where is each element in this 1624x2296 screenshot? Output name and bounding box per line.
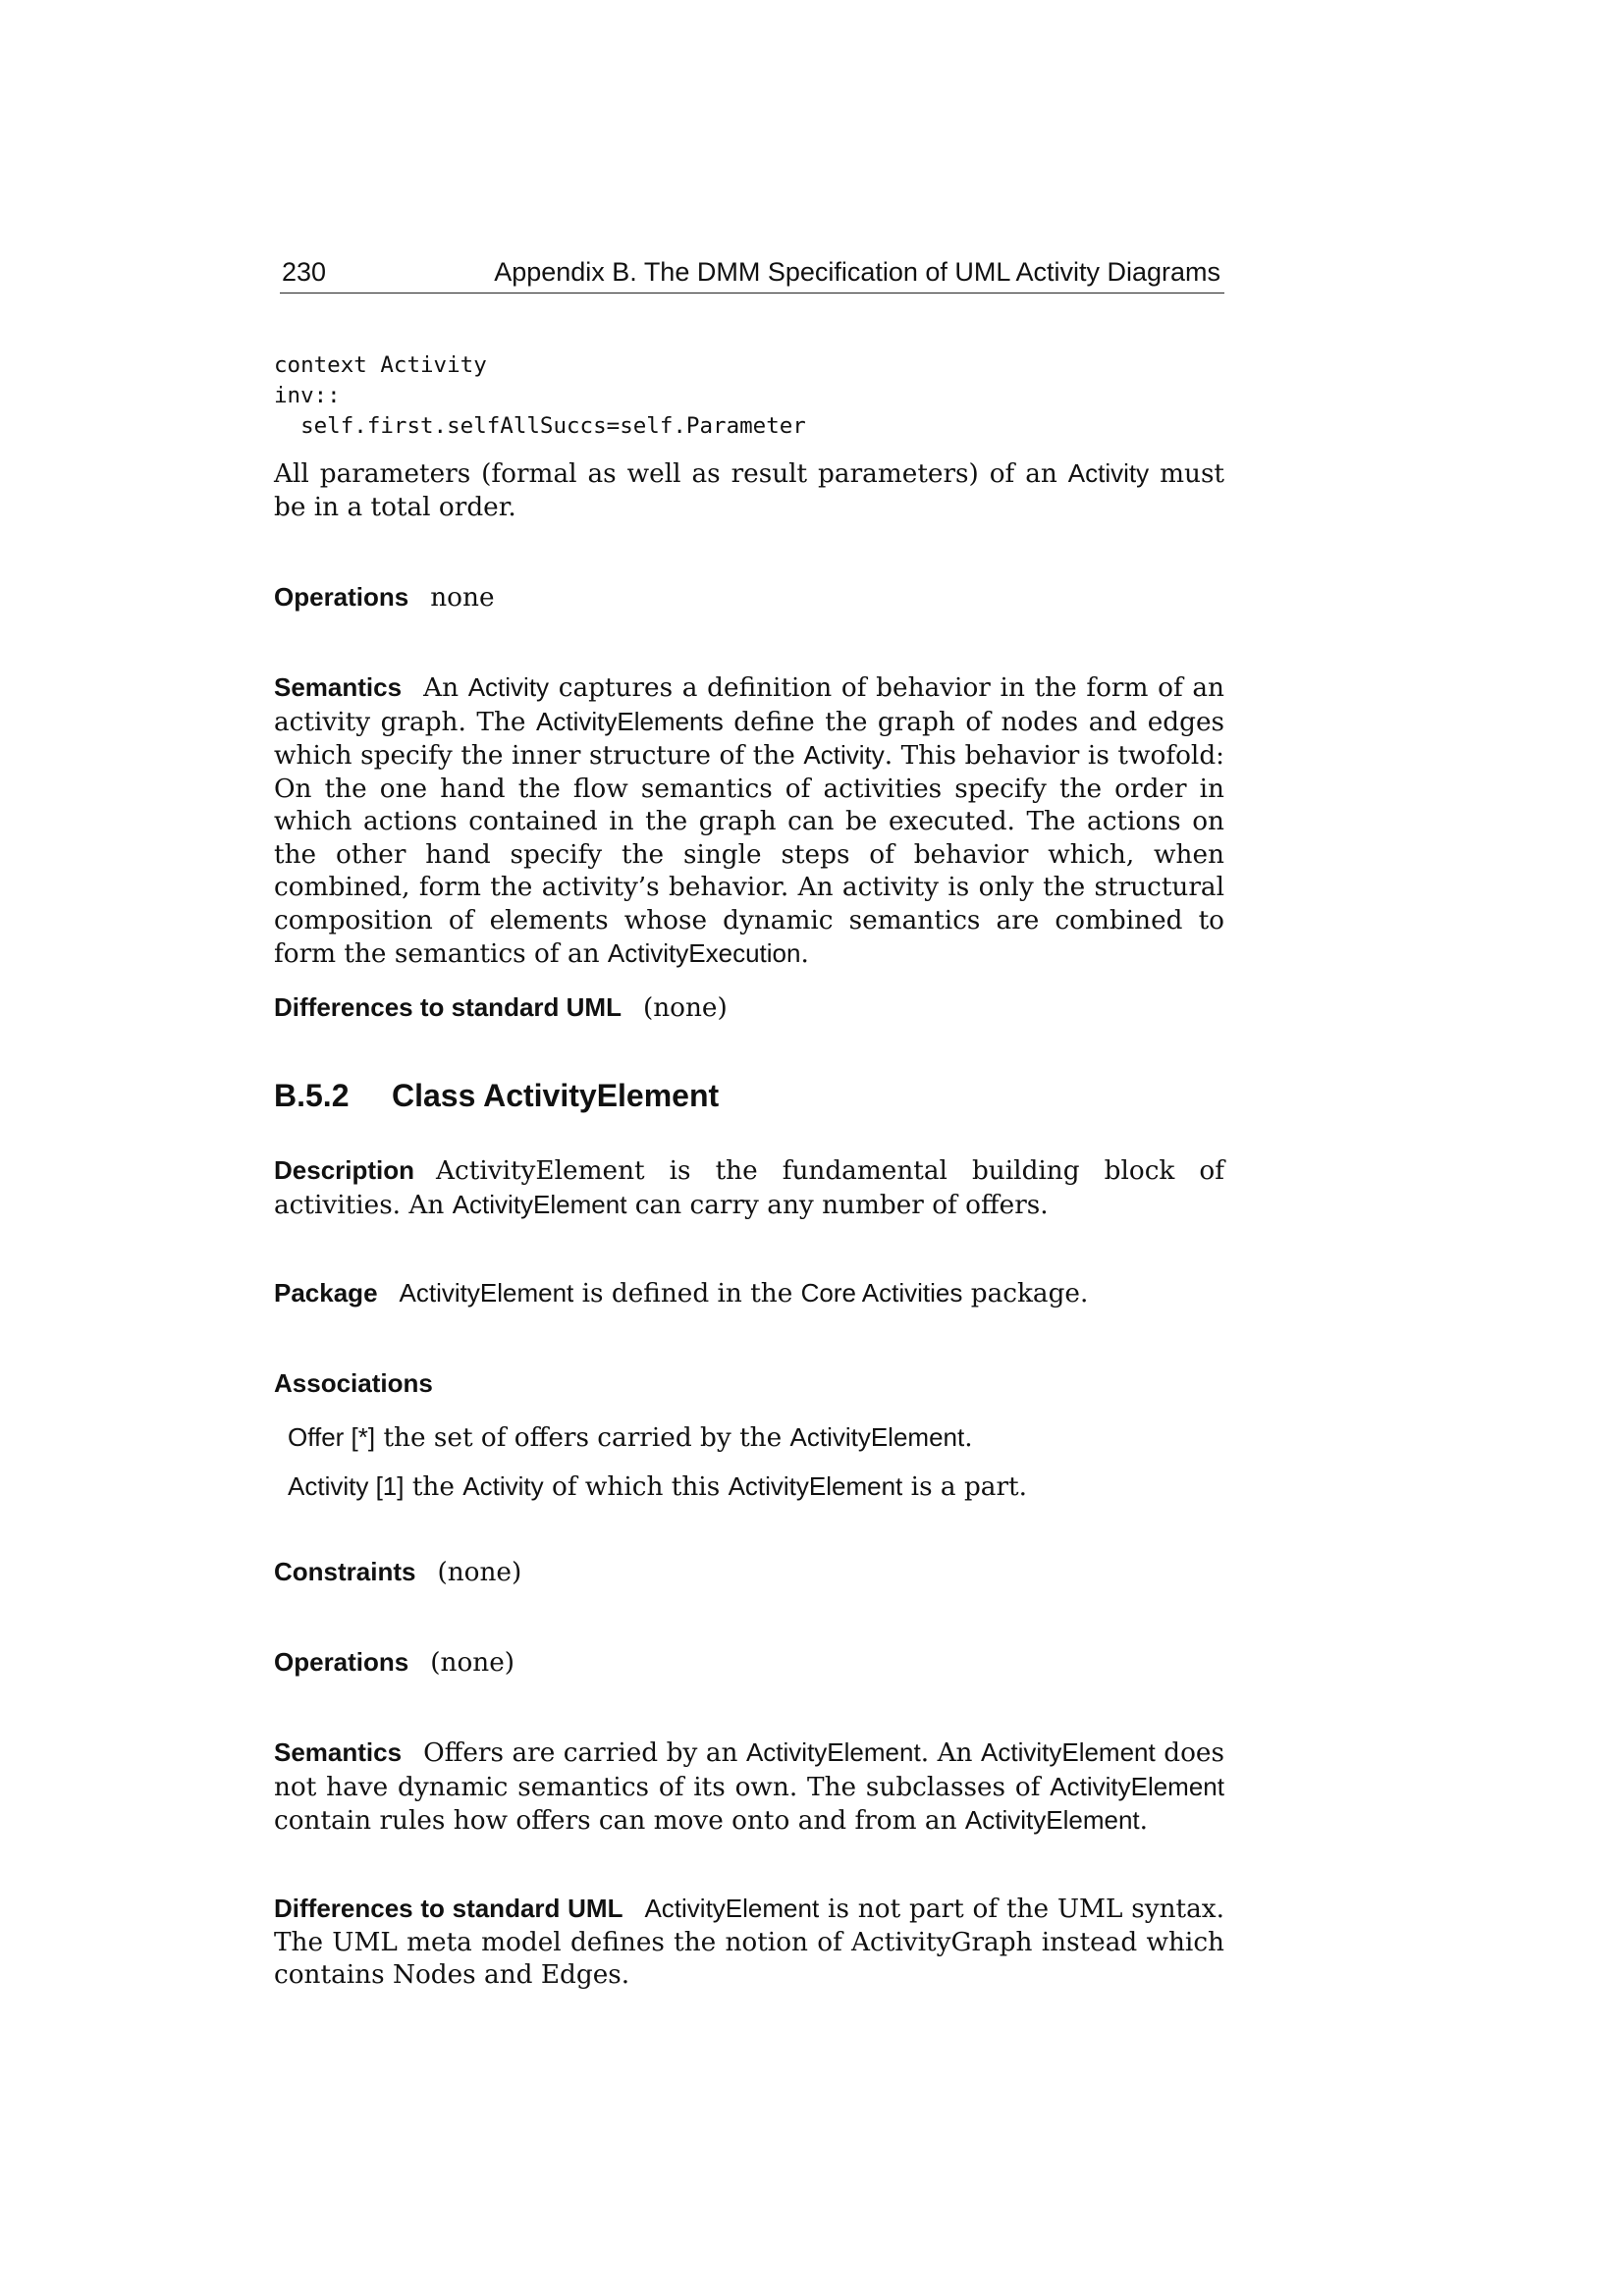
text-run: captures a definition of behavior in the form of an activity graph. The bbox=[274, 673, 1224, 737]
ocl-line: self.first.selfAllSuccs=self.Parameter bbox=[274, 413, 806, 439]
associations-section bbox=[274, 1367, 1224, 1402]
text-run: can carry any number of offers. bbox=[626, 1190, 1049, 1220]
text-run: must be in a total order. bbox=[274, 459, 1225, 522]
text-run: . An bbox=[920, 1738, 982, 1768]
text-run: (none) bbox=[430, 1648, 515, 1678]
name-run: Core Activities bbox=[800, 1278, 963, 1308]
text-run: contain rules how offers can move onto and from an bbox=[274, 1806, 965, 1836]
association-name: Activity [1] bbox=[288, 1471, 405, 1501]
ocl-line: context Activity bbox=[274, 352, 487, 378]
name-run: ActivityElement bbox=[789, 1422, 965, 1452]
association-item bbox=[288, 1470, 1220, 1504]
name-run: ActivityElement bbox=[745, 1737, 921, 1767]
section-title: Class ActivityElement bbox=[392, 1078, 720, 1113]
name-run: ActivityElement bbox=[981, 1737, 1156, 1767]
semantics-paragraph bbox=[274, 671, 1224, 972]
paragraph-label: Associations bbox=[274, 1368, 433, 1398]
section-number: B.5.2 bbox=[274, 1078, 350, 1113]
text-run: the bbox=[404, 1472, 463, 1502]
page-number: 230 bbox=[282, 257, 327, 287]
text-run: . This behavior is twofold: On the one hand the flow semantics of activities specify the order in which actions contained in the graph can be executed. The actions on the other hand specify the single steps of behavior which, when combined, form the activity’s behavior. An activity is only the structural composition of elements whose dynamic semantics are combined to form the semantics of an bbox=[274, 741, 1225, 969]
text-run: is defined in the bbox=[573, 1279, 801, 1308]
operations-paragraph bbox=[274, 581, 1224, 615]
name-run: Activity bbox=[803, 740, 885, 770]
text-run: of which this bbox=[543, 1472, 729, 1502]
paragraph-label: Constraints bbox=[274, 1557, 416, 1586]
text-run: Offers are carried by an bbox=[423, 1738, 746, 1768]
association-item bbox=[288, 1421, 1220, 1455]
text-run: package. bbox=[962, 1279, 1089, 1308]
differences-paragraph bbox=[274, 1893, 1224, 1993]
text-run: An bbox=[423, 673, 468, 703]
name-run: ActivityElement bbox=[964, 1805, 1140, 1835]
text-run: (none) bbox=[437, 1558, 522, 1587]
text-run: none bbox=[430, 583, 495, 613]
name-run: Activity bbox=[462, 1471, 544, 1501]
paragraph-label: Differences to standard UML bbox=[274, 992, 622, 1022]
paragraph-label: Operations bbox=[274, 1647, 409, 1677]
running-header bbox=[280, 257, 1224, 294]
running-title: Appendix B. The DMM Specification of UML Activity Diagrams bbox=[494, 257, 1220, 287]
text-run: the set of offers carried by the bbox=[375, 1423, 790, 1453]
paragraph-label: Semantics bbox=[274, 1737, 403, 1767]
text-run: ActivityElement is the fundamental building block of activities. An bbox=[274, 1156, 1224, 1220]
name-run: ActivityExecution bbox=[607, 938, 801, 968]
name-run: ActivityElement bbox=[399, 1278, 574, 1308]
ocl-code-block bbox=[274, 350, 1224, 442]
text-run: does not have dynamic semantics of its own. The subclasses of bbox=[274, 1738, 1224, 1802]
differences-paragraph bbox=[274, 991, 1224, 1026]
description-paragraph bbox=[274, 1154, 1224, 1222]
paragraph-label: Description bbox=[274, 1155, 415, 1185]
name-run: ActivityElements bbox=[536, 706, 724, 736]
text-run: (none) bbox=[642, 993, 728, 1023]
text-run: . bbox=[800, 939, 809, 969]
text-run: define the graph of nodes and edges which specify the inner structure of the bbox=[274, 707, 1224, 771]
text-run: is not part of the UML syntax. The UML meta model defines the notion of ActivityGraph instead which contains Nodes and Edges. bbox=[274, 1895, 1224, 1990]
section-heading bbox=[274, 1078, 1224, 1114]
text-run: All parameters (formal as well as result parameters) of an bbox=[274, 459, 1068, 489]
name-run: ActivityElement bbox=[644, 1894, 820, 1923]
name-run: Activity bbox=[1067, 458, 1150, 488]
constraints-paragraph bbox=[274, 1556, 1224, 1590]
text-run: . bbox=[1139, 1806, 1148, 1836]
paragraph-label: Semantics bbox=[274, 672, 403, 702]
name-run: ActivityElement bbox=[452, 1189, 627, 1219]
text-run: is a part. bbox=[902, 1472, 1027, 1502]
ocl-line: inv:: bbox=[274, 383, 341, 408]
paragraph-label: Operations bbox=[274, 582, 409, 612]
text-run: . bbox=[964, 1423, 973, 1453]
paragraph-label: Package bbox=[274, 1278, 378, 1308]
ocl-explanation bbox=[274, 457, 1224, 524]
association-name: Offer [*] bbox=[288, 1422, 376, 1452]
paragraph-label: Differences to standard UML bbox=[274, 1894, 623, 1923]
semantics-paragraph bbox=[274, 1736, 1224, 1839]
name-run: Activity bbox=[467, 672, 550, 702]
name-run: ActivityElement bbox=[728, 1471, 903, 1501]
name-run: ActivityElement bbox=[1050, 1771, 1224, 1801]
operations-paragraph bbox=[274, 1646, 1224, 1681]
package-paragraph bbox=[274, 1277, 1224, 1311]
